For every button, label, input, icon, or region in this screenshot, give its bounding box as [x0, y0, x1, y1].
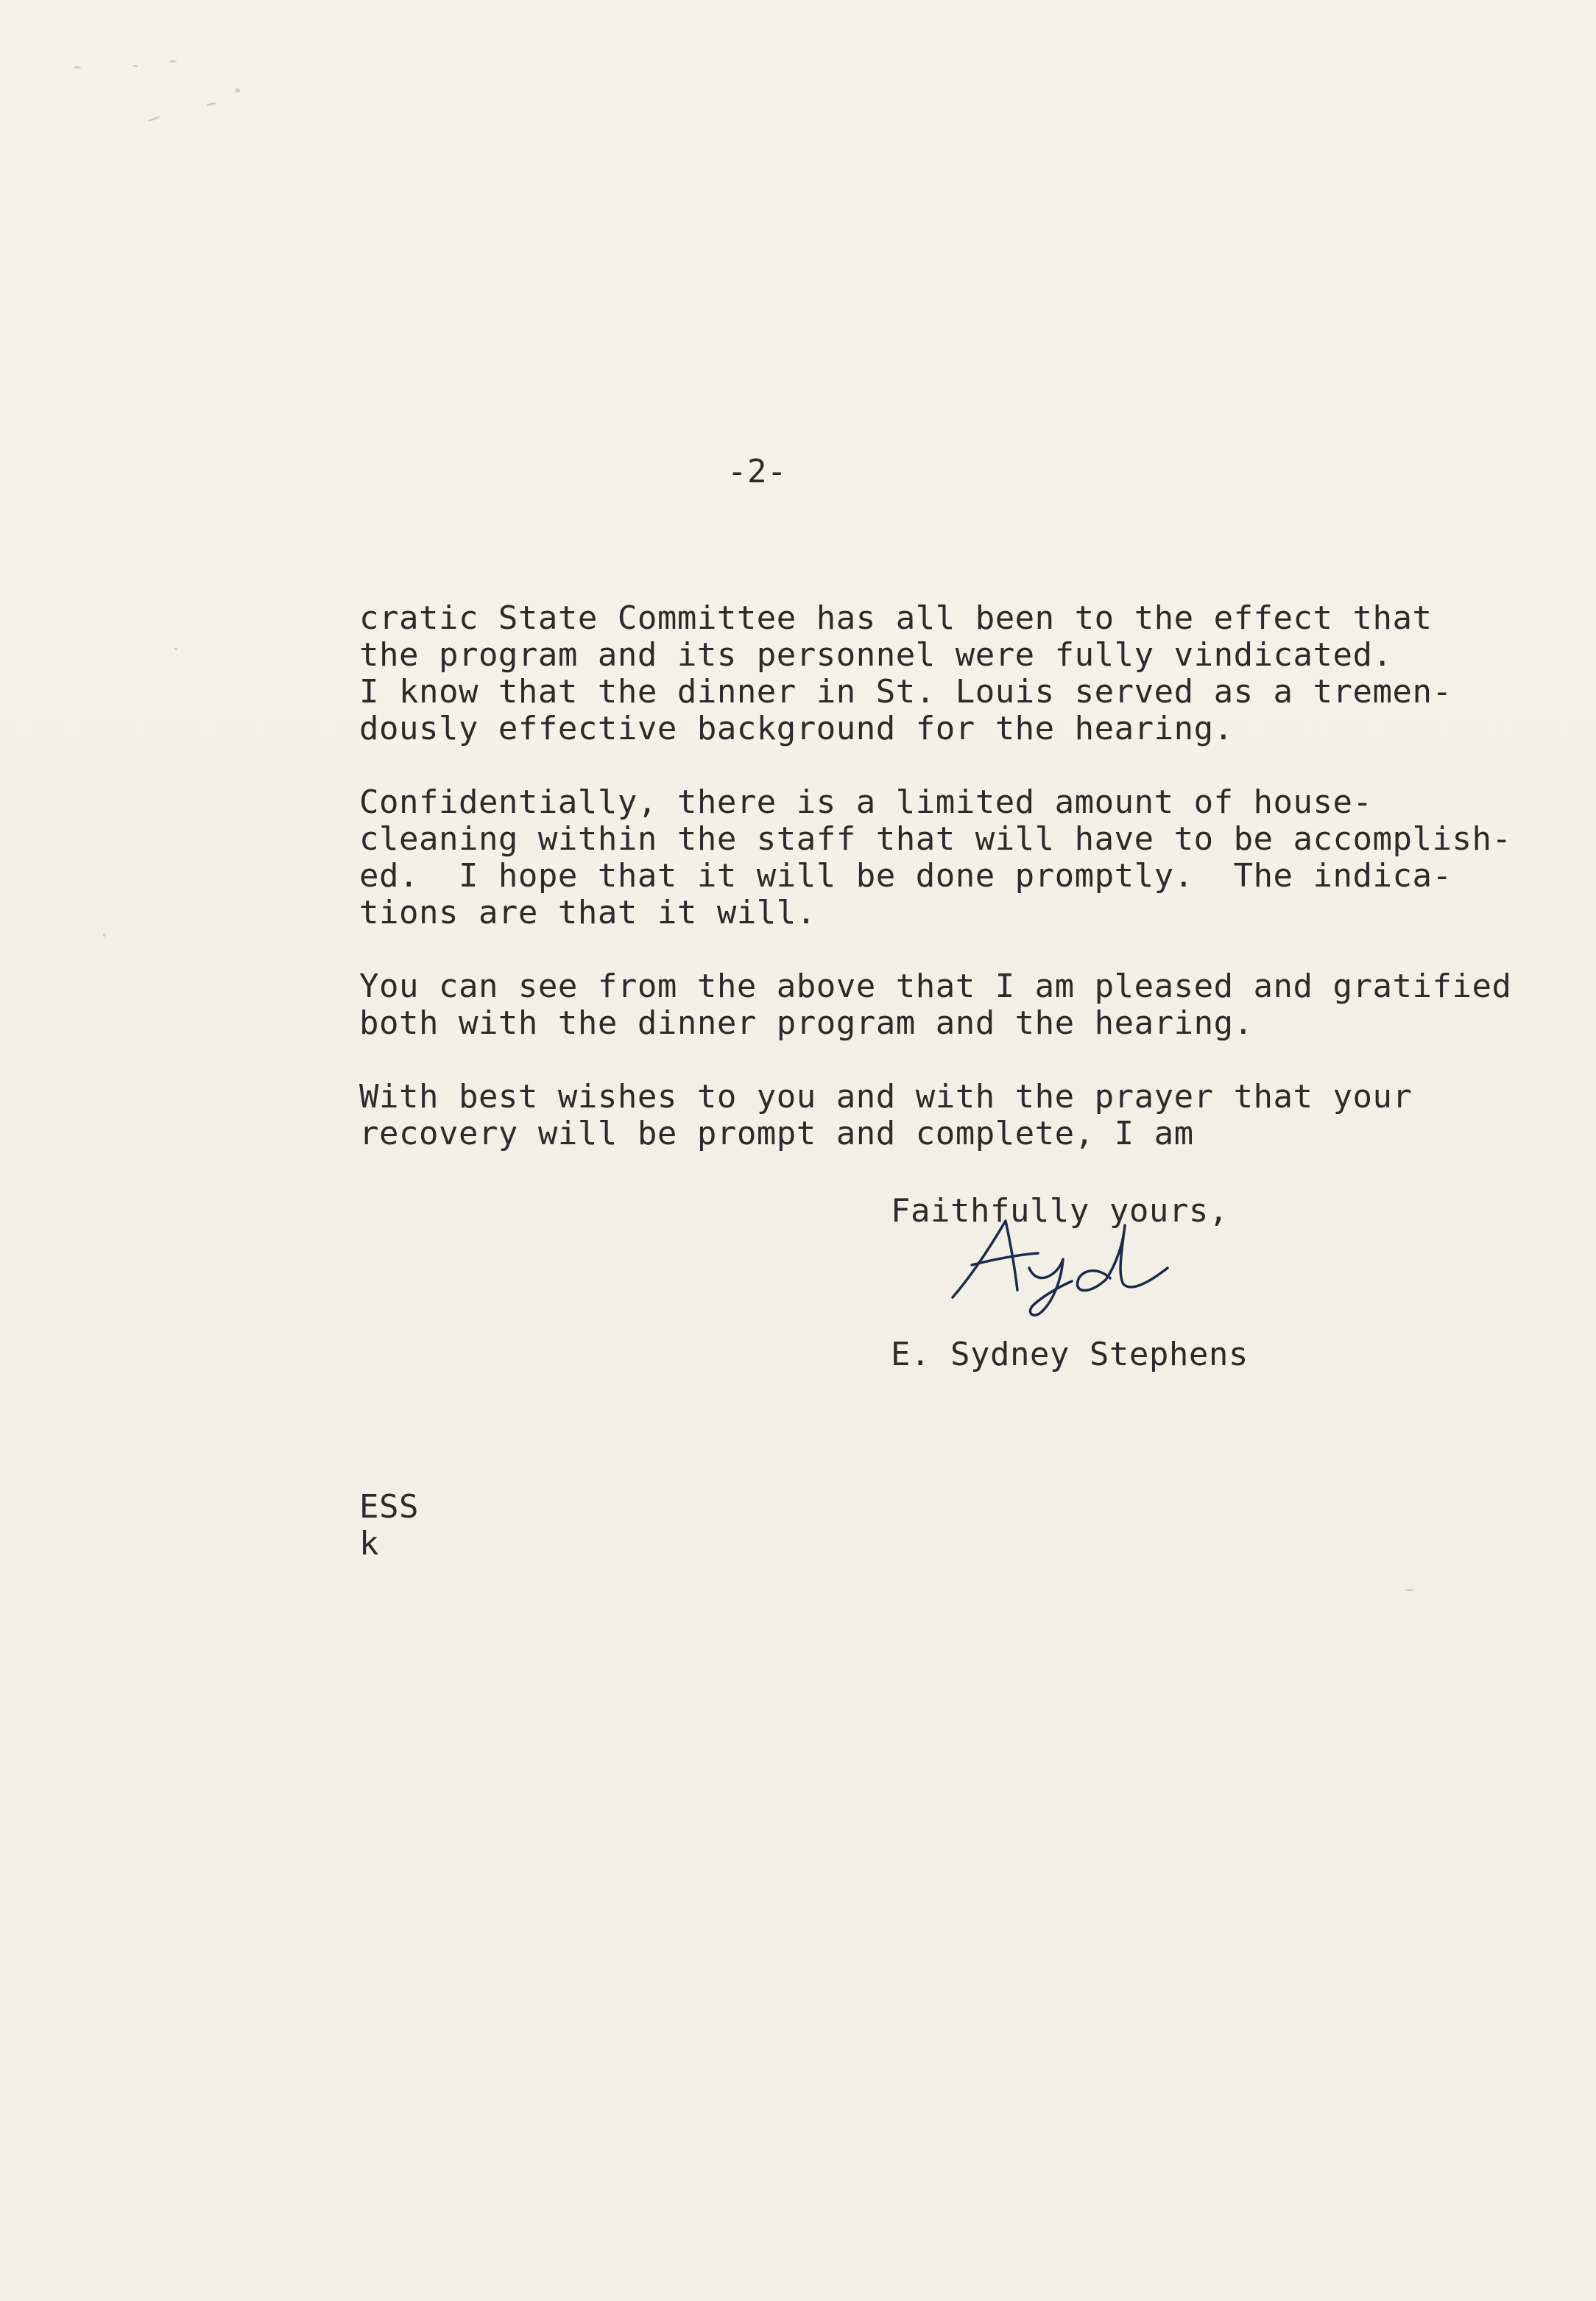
paper-speck [103, 934, 106, 937]
body-line: cratic State Committee has all been to the effect that [359, 599, 1433, 637]
body-line: the program and its personnel were fully vindicated. [359, 636, 1393, 674]
body-line: Confidentially, there is a limited amount of house- [359, 783, 1373, 821]
paragraph-2 [359, 783, 1512, 931]
page-number: -2- [727, 453, 787, 490]
paper-speck [147, 116, 160, 122]
body-line: cleaning within the staff that will have to be accomplish- [359, 820, 1512, 858]
paper-speck [174, 648, 178, 650]
body-line: dously effective background for the hearing. [359, 710, 1234, 747]
handwritten-signature [942, 1208, 1193, 1318]
paragraph-3 [359, 968, 1512, 1042]
author-initials: ESS [359, 1488, 419, 1526]
letter-body [359, 599, 1512, 1189]
paragraph-4 [359, 1079, 1463, 1152]
paragraph-1 [359, 600, 1463, 747]
typist-initial: k [359, 1525, 379, 1562]
paper-speck [236, 88, 240, 93]
signer-name: E. Sydney Stephens [891, 1336, 1249, 1373]
reference-initials [359, 1489, 419, 1562]
body-line: ed. I hope that it will be done promptly. The indica- [359, 857, 1452, 895]
body-line: I know that the dinner in St. Louis served as a tremen- [359, 673, 1452, 711]
body-line: With best wishes to you and with the prayer that your [359, 1078, 1413, 1116]
paper-speck [74, 66, 81, 68]
body-line: tions are that it will. [359, 894, 816, 931]
body-line: both with the dinner program and the hearing. [359, 1004, 1254, 1042]
paper-speck [206, 102, 216, 107]
paper-speck [169, 60, 177, 63]
closing-salutation: Faithfully yours, [891, 1192, 1229, 1230]
body-line: You can see from the above that I am pleased and gratified [359, 968, 1512, 1005]
paper-speck [1405, 1589, 1413, 1591]
paper-speck [133, 65, 138, 67]
body-line: recovery will be prompt and complete, I am [359, 1115, 1194, 1152]
